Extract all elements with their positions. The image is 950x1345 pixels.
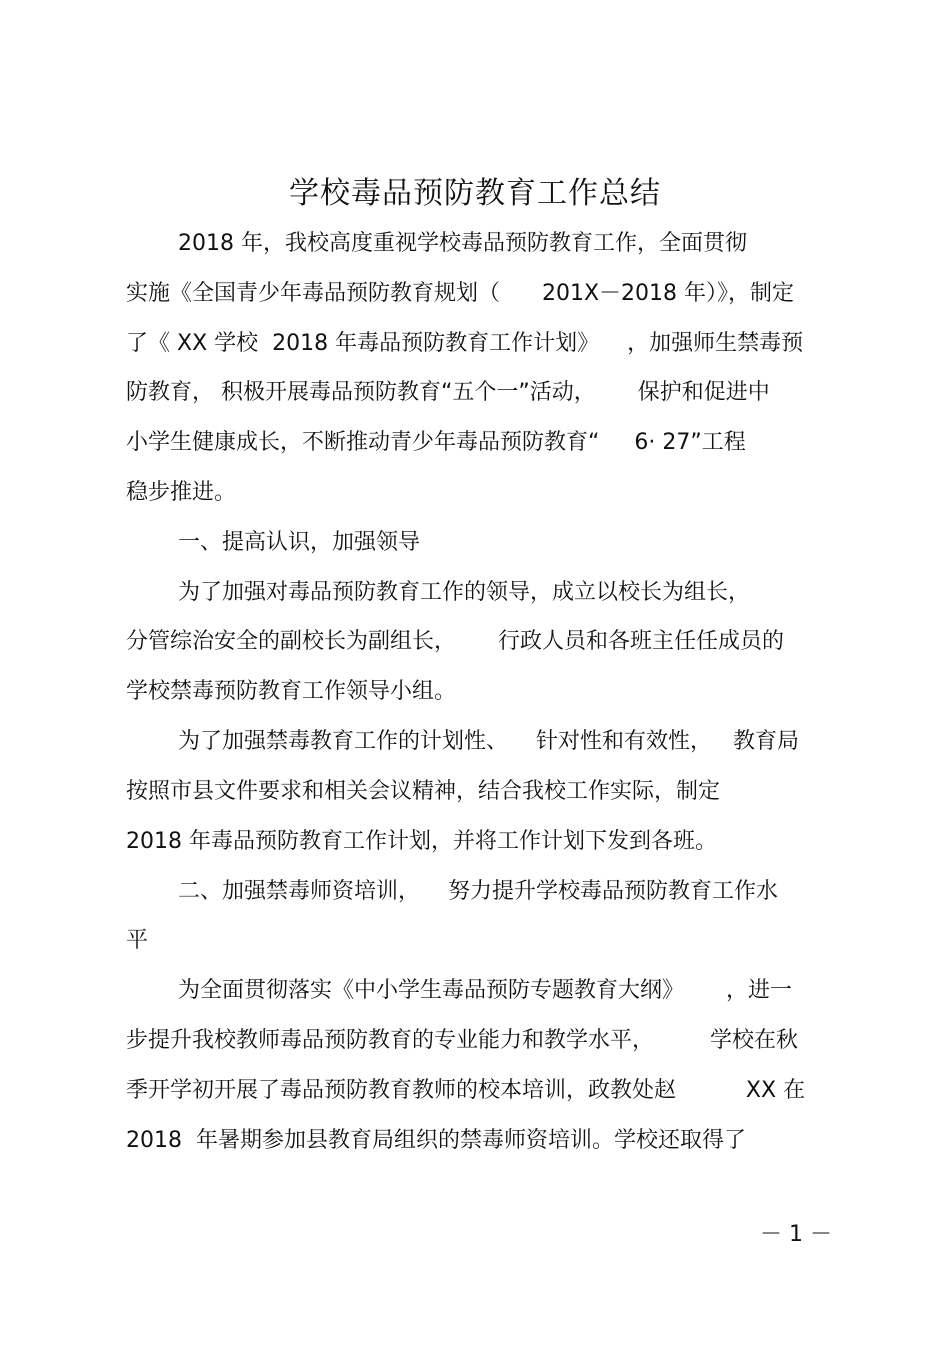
paragraph-line: 为了加强禁毒教育工作的计划性、 针对性和有效性， 教育局	[178, 729, 799, 754]
paragraph-line: 分管综治安全的副校长为副组长， 行政人员和各班主任任成员的	[126, 629, 784, 654]
section-heading: 二、加强禁毒师资培训， 努力提升学校毒品预防教育工作水	[178, 879, 778, 904]
paragraph-line: 季开学初开展了毒品预防教育教师的校本培训，政教处赵 XX 在	[126, 1078, 806, 1103]
paragraph-line: 实施《全国青少年毒品预防教育规划（ 201X－2018 年）》，制定	[126, 281, 795, 306]
section-heading-continued: 平	[126, 928, 149, 953]
paragraph-line: 小学生健康成长，不断推动青少年毒品预防教育“ 6· 27”工程	[126, 430, 746, 455]
paragraph-line: 2018 年，我校高度重视学校毒品预防教育工作，全面贯彻	[178, 231, 747, 256]
paragraph-line: 2018 年暑期参加县教育局组织的禁毒师资培训。学校还取得了	[126, 1128, 746, 1153]
paragraph-line: 了《 XX 学校 2018 年毒品预防教育工作计划》 ，加强师生禁毒预	[126, 331, 804, 356]
paragraph-line: 稳步推进。	[126, 480, 237, 505]
paragraph-line: 按照市县文件要求和相关会议精神，结合我校工作实际，制定	[126, 779, 721, 804]
paragraph-line: 步提升我校教师毒品预防教育的专业能力和教学水平， 学校在秋	[126, 1028, 798, 1053]
document-title: 学校毒品预防教育工作总结	[289, 176, 661, 211]
paragraph-line: 防教育， 积极开展毒品预防教育“五个一”活动， 保护和促进中	[126, 380, 770, 405]
paragraph-line: 2018 年毒品预防教育工作计划，并将工作计划下发到各班。	[126, 829, 717, 854]
paragraph-line: 学校禁毒预防教育工作领导小组。	[126, 679, 457, 704]
paragraph-line: 为了加强对毒品预防教育工作的领导，成立以校长为组长，	[178, 580, 751, 605]
page-number: － 1 －	[760, 1222, 832, 1247]
paragraph-line: 为全面贯彻落实《中小学生毒品预防专题教育大纲》 ，进一	[178, 978, 792, 1003]
section-heading: 一、提高认识，加强领导	[178, 530, 421, 555]
